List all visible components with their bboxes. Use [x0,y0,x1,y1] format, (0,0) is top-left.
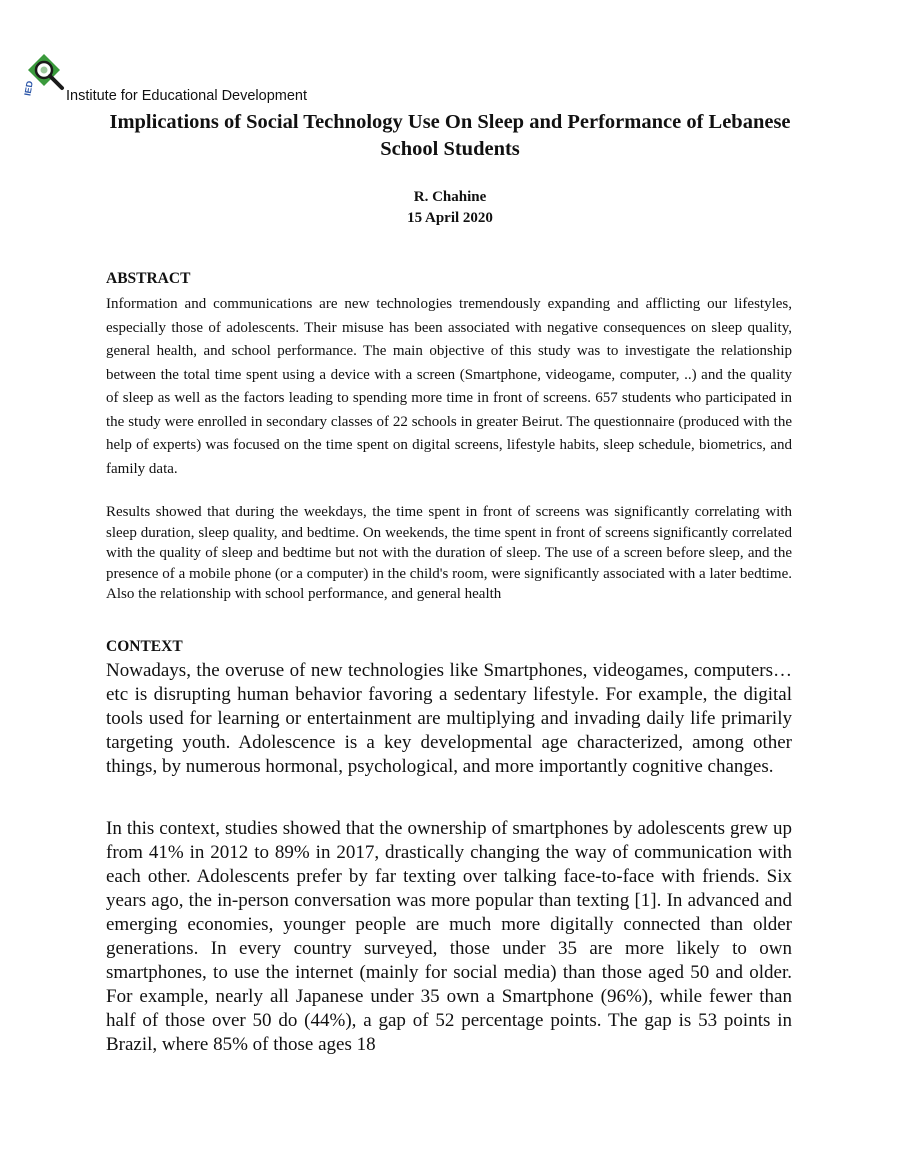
author-name: R. Chahine [413,189,487,205]
svg-text:IED: IED [22,80,35,97]
paper-title: Implications of Social Technology Use On Sleep and Performance of Lebanese School Students [109,111,791,160]
abstract-heading: ABSTRACT [106,270,191,287]
context-paragraph: Nowadays, the overuse of new technologies like Smartphones, videogames, computers…etc is disrupting human behavior favoring a sedentary lifestyle. For example, the digital tools used for learning or entertainment are multiplying and invading daily life primarily targeting youth. Adolescence is a key developmental age characterized, among other things, by numerous hormonal, psychological, and more importantly cognitive changes. [106,660,792,777]
publication-date: 15 April 2020 [407,210,493,226]
abstract-paragraph: Results showed that during the weekdays, the time spent in front of screens was significantly correlating with sleep duration, sleep quality, and bedtime. On weekends, the time spent in front of screens significantly correlated with the quality of sleep and bedtime but not with the duration of sleep. The use of a screen before sleep, and the presence of a mobile phone (or a computer) in the child's room, were significantly associated with a later bedtime. Also the relationship with school performance, and general health [106,504,792,602]
institute-logo [24,52,70,104]
institute-name: Institute for Educational Development [66,88,307,104]
context-heading: CONTEXT [106,638,183,655]
magnifier-logo-icon [24,52,70,104]
abstract-paragraph: Information and communications are new technologies tremendously expanding and afflicting our lifestyles, especially those of adolescents. Their misuse has been associated with negative consequences on sleep quality, general health, and school performance. The main objective of this study was to investigate the relationship between the total time spent using a device with a screen (Smartphone, videogame, computer, ..) and the quality of sleep as well as the factors leading to spending more time in front of screens. 657 students who participated in the study were enrolled in secondary classes of 22 schools in greater Beirut. The questionnaire (produced with the help of experts) was focused on the time spent on digital screens, lifestyle habits, sleep schedule, biometrics, and family data. [106,296,792,477]
context-paragraph: In this context, studies showed that the ownership of smartphones by adolescents grew up from 41% in 2012 to 89% in 2017, drastically changing the way of communication with each other. Adolescents prefer by far texting over talking face-to-face with friends. Six years ago, the in-person conversation was more popular than texting [1]. In advanced and emerging economies, younger people are much more digitally connected than older generations. In every country surveyed, those under 35 are more likely to own smartphones, to use the internet (mainly for social media) than those aged 50 and older. For example, nearly all Japanese under 35 own a Smartphone (96%), while fewer than half of those over 50 do (44%), a gap of 52 percentage points. The gap is 53 points in Brazil, where 85% of those ages 18 [106,818,792,1055]
